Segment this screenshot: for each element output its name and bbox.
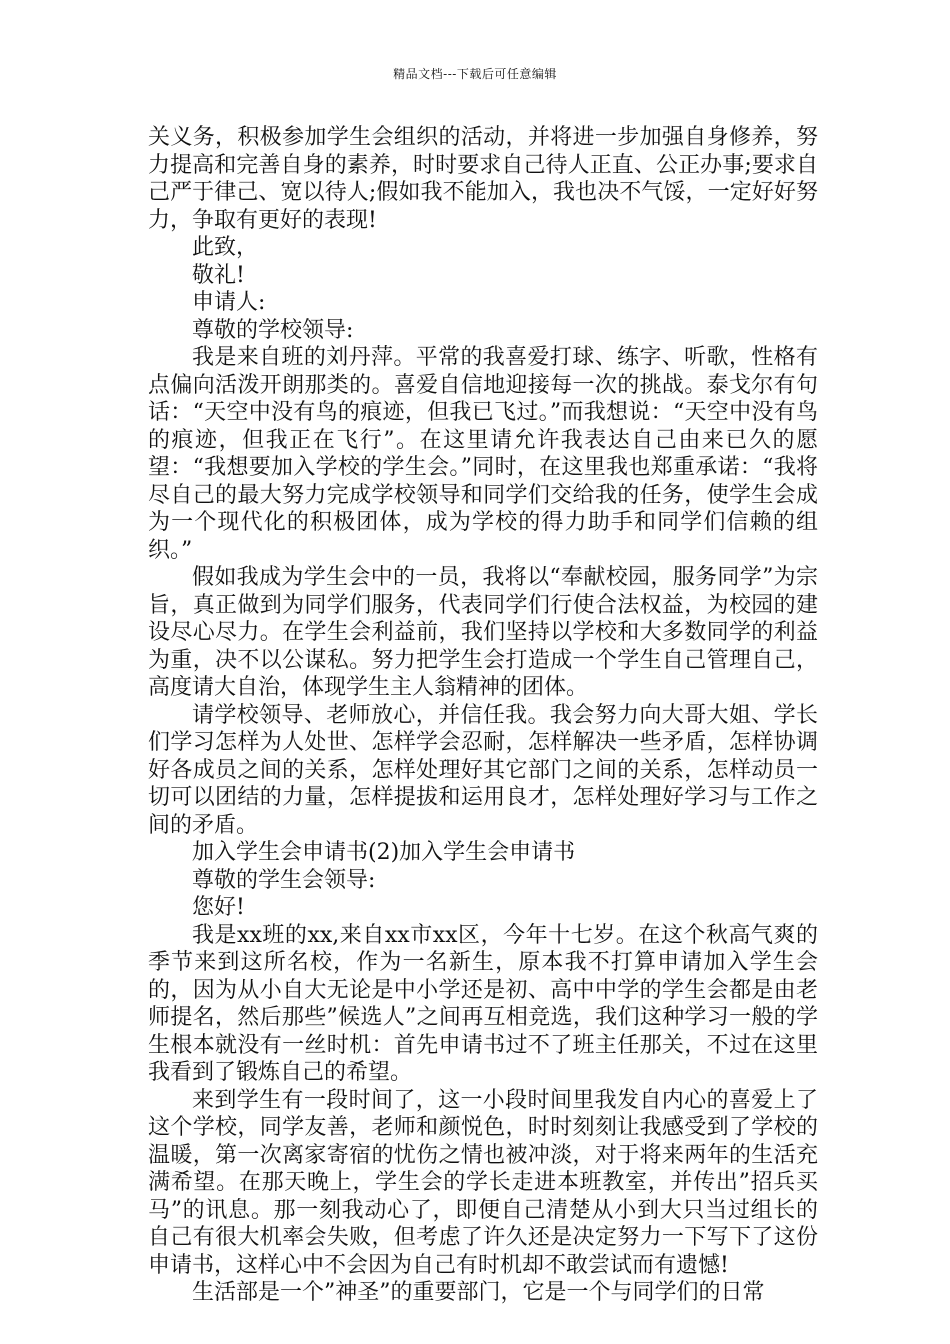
page-header: 精品文档---下载后可任意编辑 [393, 67, 557, 81]
paragraph: 请学校领导、老师放心，并信任我。我会努力向大哥大姐、学长们学习怎样为人处世、怎样学会忍耐，怎样解决一些矛盾，怎样协调好各成员之间的关系，怎样处理好其它部门之间的关系，怎样动员一切可以团结的力量，怎样提拔和运用良才，怎样处理好学习与工作之间的矛盾。 [148, 702, 818, 838]
paragraph: 我是xx班的xx,来自xx市xx区，今年十七岁。在这个秋高气爽的季节来到这所名校，作为一名新生，原本我不打算申请加入学生会的，因为从小自大无论是中小学还是初、高中中学的学生会都是由老师提名，然后那些”候选人”之间再互相竞选，我们这种学习一般的学生根本就没有一丝时机：首先申请书过不了班主任那关，不过在这里我看到了锻炼自己的希望。 [148, 922, 818, 1085]
paragraph: 我是来自班的刘丹萍。平常的我喜爱打球、练字、听歌，性格有点偏向活泼开朗那类的。喜爱自信地迎接每一次的挑战。泰戈尔有句话：“天空中没有鸟的痕迹，但我已飞过。”而我想说：“天空中没有鸟的痕迹，但我正在飞行”。在这里请允许我表达自己由来已久的愿望：“我想要加入学校的学生会。”同时，在这里我也郑重承诺：“我将尽自己的最大努力完成学校领导和同学们交给我的任务，使学生会成为一个现代化的积极团体，成为学校的得力助手和同学们信赖的组织。” [148, 345, 818, 563]
paragraph: 此致， [192, 235, 259, 260]
paragraph: 申请人: [192, 290, 266, 315]
section-heading: 加入学生会申请书(2)加入学生会申请书 [192, 840, 576, 865]
paragraph: 敬礼! [192, 262, 245, 288]
paragraph: 生活部是一个”神圣”的重要部门，它是一个与同学们的日常 [192, 1280, 765, 1305]
greeting: 您好! [192, 895, 245, 920]
document-body [148, 124, 818, 1307]
paragraph: 关义务，积极参加学生会组织的活动，并将进一步加强自身修养，努力提高和完善自身的素养，时时要求自己待人正直、公正办事;要求自己严于律己、宽以待人;假如我不能加入，我也决不气馁，一定好好努力，争取有更好的表现! [148, 125, 818, 233]
paragraph: 尊敬的学校领导: [192, 317, 354, 343]
paragraph: 来到学生有一段时间了，这一小段时间里我发自内心的喜爱上了这个学校，同学友善，老师和颜悦色，时时刻刻让我感受到了学校的温暖，第一次离家寄宿的忧伤之情也被冲淡，对于将来两年的生活充满希望。在那天晚上，学生会的学长走进本班教室，并传出”招兵买马”的讯息。那一刻我动心了，即便自己清楚从小到大只当过组长的自己有很大机率会失败，但考虑了许久还是决定努力一下写下了这份申请书，这样心中不会因为自己有时机却不敢尝试而有遗憾! [148, 1087, 818, 1278]
salutation: 尊敬的学生会领导: [192, 867, 376, 893]
paragraph: 假如我成为学生会中的一员，我将以“奉献校园，服务同学”为宗旨，真正做到为同学们服务，代表同学们行使合法权益，为校园的建设尽心尽力。在学生会利益前，我们坚持以学校和大多数同学的利益为重，决不以公谋私。努力把学生会打造成一个学生自己管理自己，高度请大自治，体现学生主人翁精神的团体。 [148, 565, 818, 700]
